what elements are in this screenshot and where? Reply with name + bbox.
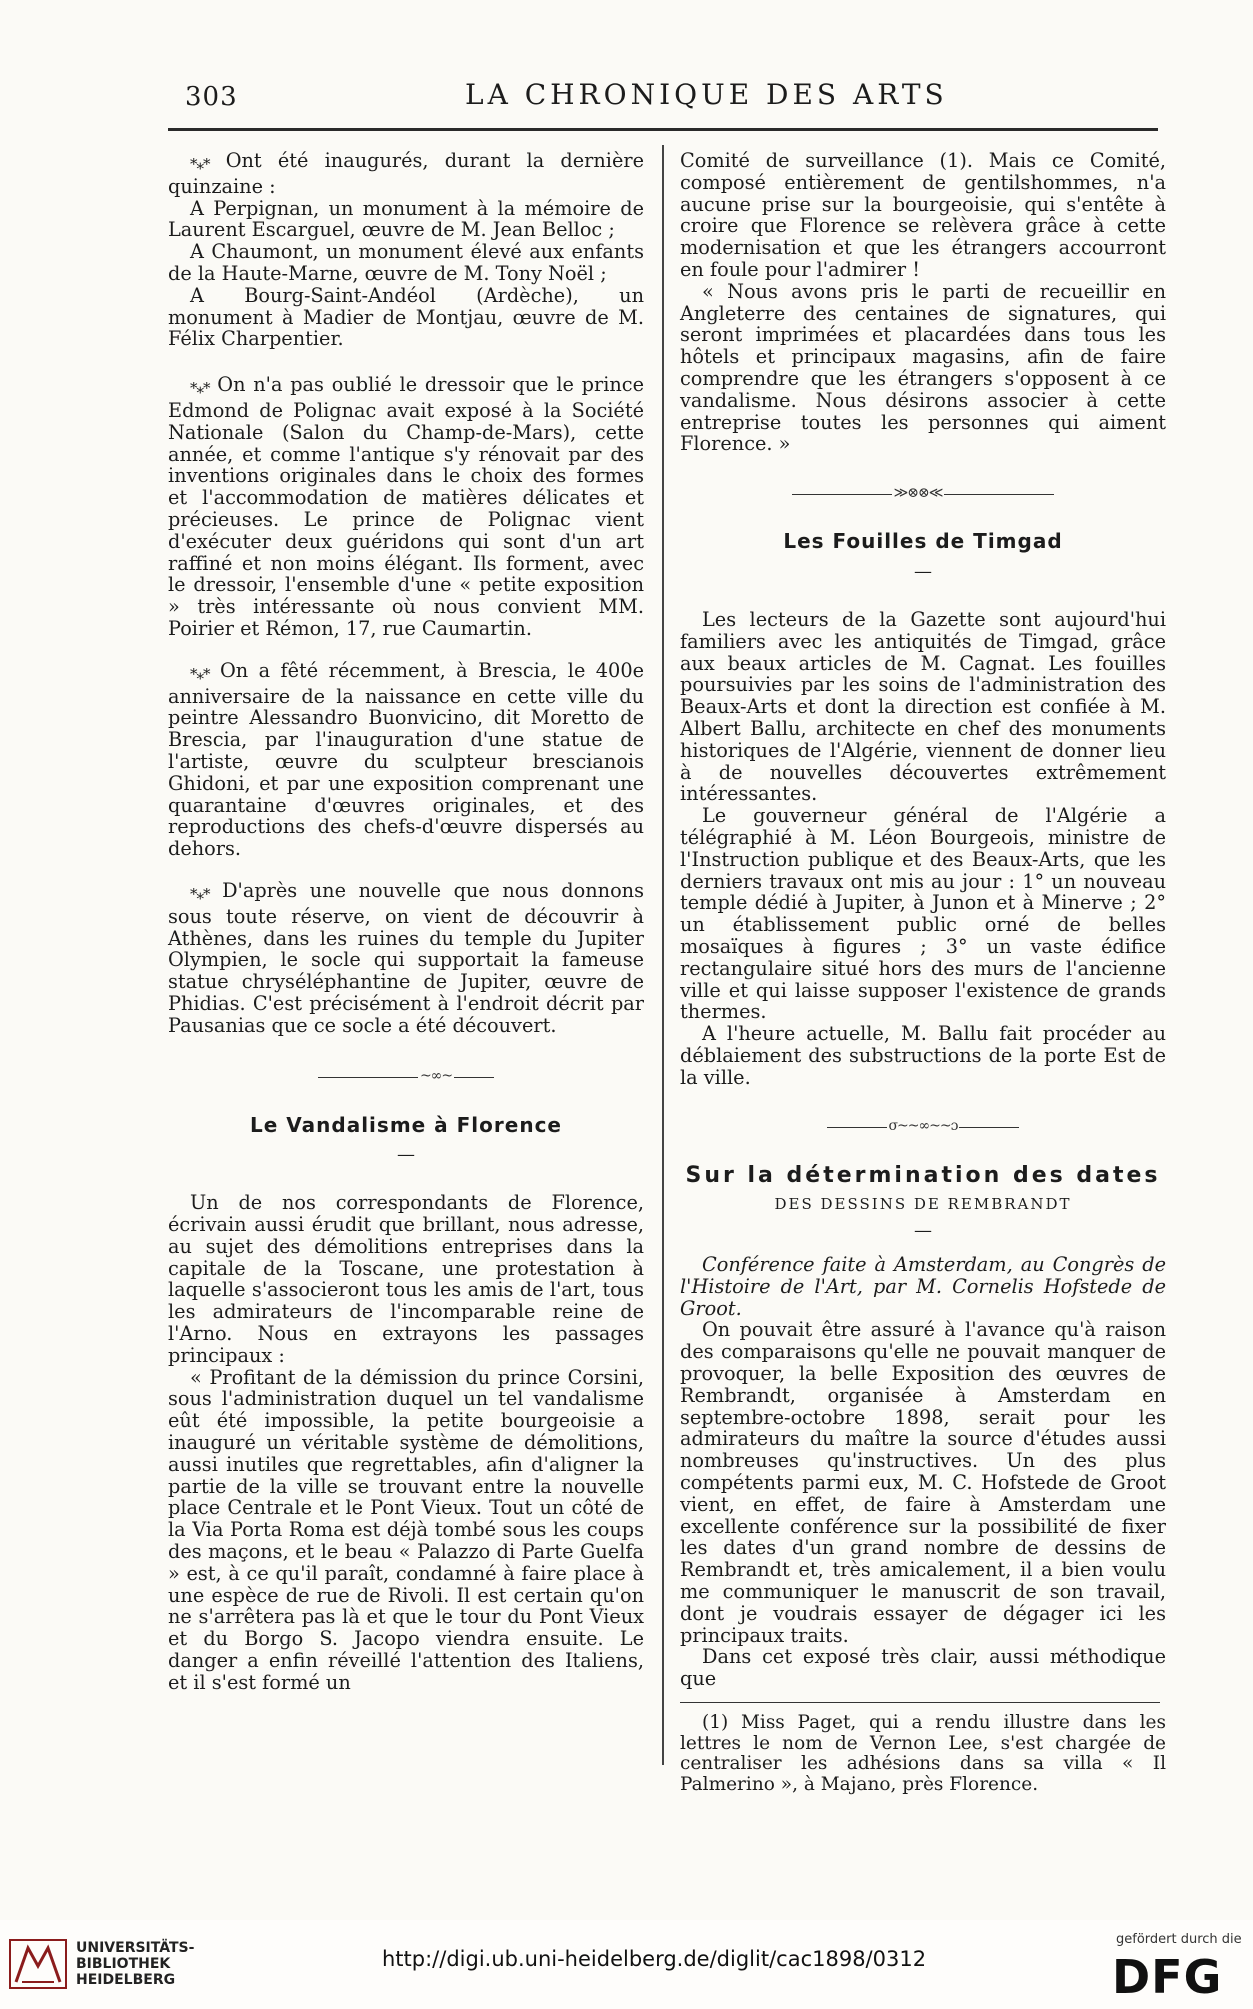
footnote: (1) Miss Paget, qui a rendu illustre dans les lettres le nom de Vernon Lee, s'est chargée de centraliser les adhésions dans sa villa « Il Palmerino », à Majano, près Florence.	[680, 1712, 1166, 1795]
running-title: LA CHRONIQUE DES ARTS	[465, 78, 948, 111]
column-divider	[662, 145, 664, 1765]
asterism-icon: *⁎*	[190, 155, 210, 173]
rembrandt-byline: Conférence faite à Amsterdam, au Congrès de l'Histoire de l'Art, par M. Cornelis Hofstede de Groot.	[680, 1253, 1166, 1320]
section-title-timgad: Les Fouilles de Timgad	[783, 529, 1063, 554]
library-name: UNIVERSITÄTS- BIBLIOTHEK HEIDELBERG	[76, 1940, 195, 1988]
news-item-polignac: *⁎* On n'a pas oublié le dressoir que le prince Edmond de Polignac avait exposé à la Société Nationale (Salon du Champ-de-Mars), cette année, et comme l'antique s'y rénovait par des inventions originales dans le choix des formes et l'accommodation de matières délicates et précieuses. Le prince de Polignac vient d'exécuter deux guéridons qui sont d'un art raffiné et non moins élégant. Ils forment, avec le dressoir, l'ensemble d'une « petite exposition » très intéressante où nous convient MM. Poirier et Rémon, 17, rue Caumartin.	[168, 373, 644, 640]
left-column	[168, 150, 644, 1694]
timgad-paragraph-3: A l'heure actuelle, M. Ballu fait procéder au déblaiement des substructions de la porte Est de la ville.	[680, 1022, 1166, 1089]
vandalisme-continued-2: « Nous avons pris le parti de recueillir en Angleterre des centaines de signatures, qui seront imprimées et placardées dans tous les hôtels et principaux magasins, afin de faire comprendre que les étrangers s'opposent à ce vandalisme. Nous désirons associer à cette entreprise toutes les personnes qui aiment Florence. »	[680, 279, 1166, 456]
ornament-icon: σ~~∞~~ɔ	[888, 1118, 958, 1135]
ornament-divider	[680, 483, 1166, 505]
asterism-icon: *⁎*	[190, 884, 210, 903]
dfg-logo: DFG	[1112, 1950, 1223, 2004]
header-rule	[168, 128, 1158, 131]
asterism-icon: *⁎*	[190, 664, 210, 683]
ornament-icon: ≫⊗⊗≪	[893, 485, 943, 502]
section-title-vandalisme: Le Vandalisme à Florence	[250, 1112, 562, 1137]
digitization-footer	[0, 1920, 1253, 2009]
vandalisme-continued-1: Comité de surveillance (1). Mais ce Comité, composé entièrement de gentilshommes, n'a aucune prise sur la bourgeoisie, qui s'entête à croire que Florence se relèvera grâce à cette modernisation et que les étrangers accourront en foule pour l'admirer !	[680, 149, 1166, 281]
timgad-paragraph-2: Le gouverneur général de l'Algérie a télégraphié à M. Léon Bourgeois, ministre de l'Instruction publique et des Beaux-Arts, que les derniers travaux ont mis au jour : 1° un nouveau temple dédié à Jupiter, à Junon et à Minerve ; 2° un établissement public orné de belles mosaïques à figures ; 3° un vaste édifice rectangulaire situé hors des murs de l'ancienne ville et qui laisse supposer l'existence de grands thermes.	[680, 804, 1166, 1024]
footnote-rule	[680, 1702, 1160, 1703]
news-item-inaugurations: *⁎* Ont été inaugurés, durant la dernière quinzaine :	[168, 149, 644, 198]
ornament-icon: ~∞~	[419, 1068, 453, 1085]
section-title-rembrandt: Sur la détermination des dates	[685, 1162, 1161, 1188]
asterism-icon: *⁎*	[190, 379, 210, 398]
vandalisme-paragraph-2: « Profitant de la démission du prince Corsini, sous l'administration duquel un tel vandalisme eût été impossible, la petite bourgeoisie a inauguré un véritable système de démolitions, aussi inutiles que regrettables, afin d'aligner la partie de la ville se trouvant entre la nouvelle place Centrale et le Pont Vieux. Tout un côté de la Via Porta Roma est déjà tombé sous les coups des maçons, et le beau « Palazzo di Parte Guelfa » est, à ce qu'il paraît, condamné à faire place à une espèce de rue de Rivoli. Il est certain qu'on ne s'arrêtera pas là et que le tour du Pont Vieux et du Borgo S. Jacopo viendra ensuite. Le danger a enfin réveillé l'attention des Italiens, et il s'est formé un	[168, 1365, 644, 1694]
vandalisme-paragraph-1: Un de nos correspondants de Florence, écrivain aussi érudit que brillant, nous adresse, au sujet des démolitions entreprises dans la capitale de la Toscane, une protestation à laquelle s'associeront tous les amis de l'art, tous les admirateurs de l'incomparable reine de l'Arno. Nous en extrayons les passages principaux :	[168, 1191, 644, 1367]
rembrandt-paragraph-2: Dans cet exposé très clair, aussi méthodique que	[680, 1645, 1166, 1691]
title-dash: —	[914, 1220, 932, 1242]
funded-by-label: gefördert durch die	[1116, 1932, 1242, 1947]
title-dash: —	[397, 1144, 415, 1166]
rembrandt-paragraph-1: On pouvait être assuré à l'avance qu'à raison des comparaisons qu'elle ne pouvait manquer de provoquer, la belle Exposition des œuvres de Rembrandt, organisée à Amsterdam en septembre-octobre 1898, serait pour les admirateurs du maître la source d'études aussi nombreuses qu'instructives. Un des plus compétents parmi eux, M. C. Hofstede de Groot vient, en effet, de faire à Amsterdam une excellente conférence sur la possibilité de fixer les dates d'un grand nombre de dessins de Rembrandt et, très amicalement, il a bien voulu me communiquer le manuscrit de son travail, dont je voudrais essayer de dégager ici les principaux traits.	[680, 1318, 1166, 1647]
news-item-athenes: *⁎* D'après une nouvelle que nous donnons sous toute réserve, on vient de découvrir à Athènes, dans les ruines du temple du Jupiter Olympien, le socle qui supportait la fameuse statue chryséléphantine de Jupiter, œuvre de Phidias. C'est précisément à l'endroit décrit par Pausanias que ce socle a été découvert.	[168, 878, 644, 1037]
news-item-perpignan: A Perpignan, un monument à la mémoire de Laurent Escarguel, œuvre de M. Jean Belloc ;	[168, 196, 644, 242]
news-item-bourg-saint-andeol: A Bourg-Saint-Andéol (Ardèche), un monument à Madier de Montjau, œuvre de M. Félix Charpentier.	[168, 283, 644, 351]
library-seal-icon	[8, 1936, 68, 1992]
ornament-divider	[168, 1066, 644, 1088]
right-column	[680, 150, 1166, 1795]
page-number: 303	[185, 82, 238, 112]
page-header	[185, 72, 1163, 112]
source-url-link[interactable]: http://digi.ub.uni-heidelberg.de/diglit/cac1898/0312	[382, 1947, 927, 1971]
news-item-chaumont: A Chaumont, un monument élevé aux enfants de la Haute-Marne, œuvre de M. Tony Noël ;	[168, 240, 644, 285]
section-subtitle-rembrandt: DES DESSINS DE REMBRANDT	[774, 1195, 1072, 1214]
news-item-brescia: *⁎* On a fêté récemment, à Brescia, le 400e anniversaire de la naissance en cette ville du peintre Alessandro Buonvicino, dit Moretto de Brescia, par l'inauguration d'une statue de l'artiste, œuvre du sculpteur brescianois Ghidoni, et par une exposition comprenant une quarantaine d'œuvres originales, et des reproductions des chefs-d'œuvre dispersés au dehors.	[168, 658, 644, 861]
ornament-divider	[680, 1116, 1166, 1138]
timgad-paragraph-1: Les lecteurs de la Gazette sont aujourd'hui familiers avec les antiquités de Timgad, grâce aux beaux articles de M. Cagnat. Les fouilles poursuivies par les soins de l'administration des Beaux-Arts et dont la direction est confiée à M. Albert Ballu, architecte en chef des monuments historiques de l'Algérie, viennent de donner lieu à de nouvelles découvertes extrêmement intéressantes.	[680, 607, 1166, 806]
title-dash: —	[914, 561, 932, 583]
